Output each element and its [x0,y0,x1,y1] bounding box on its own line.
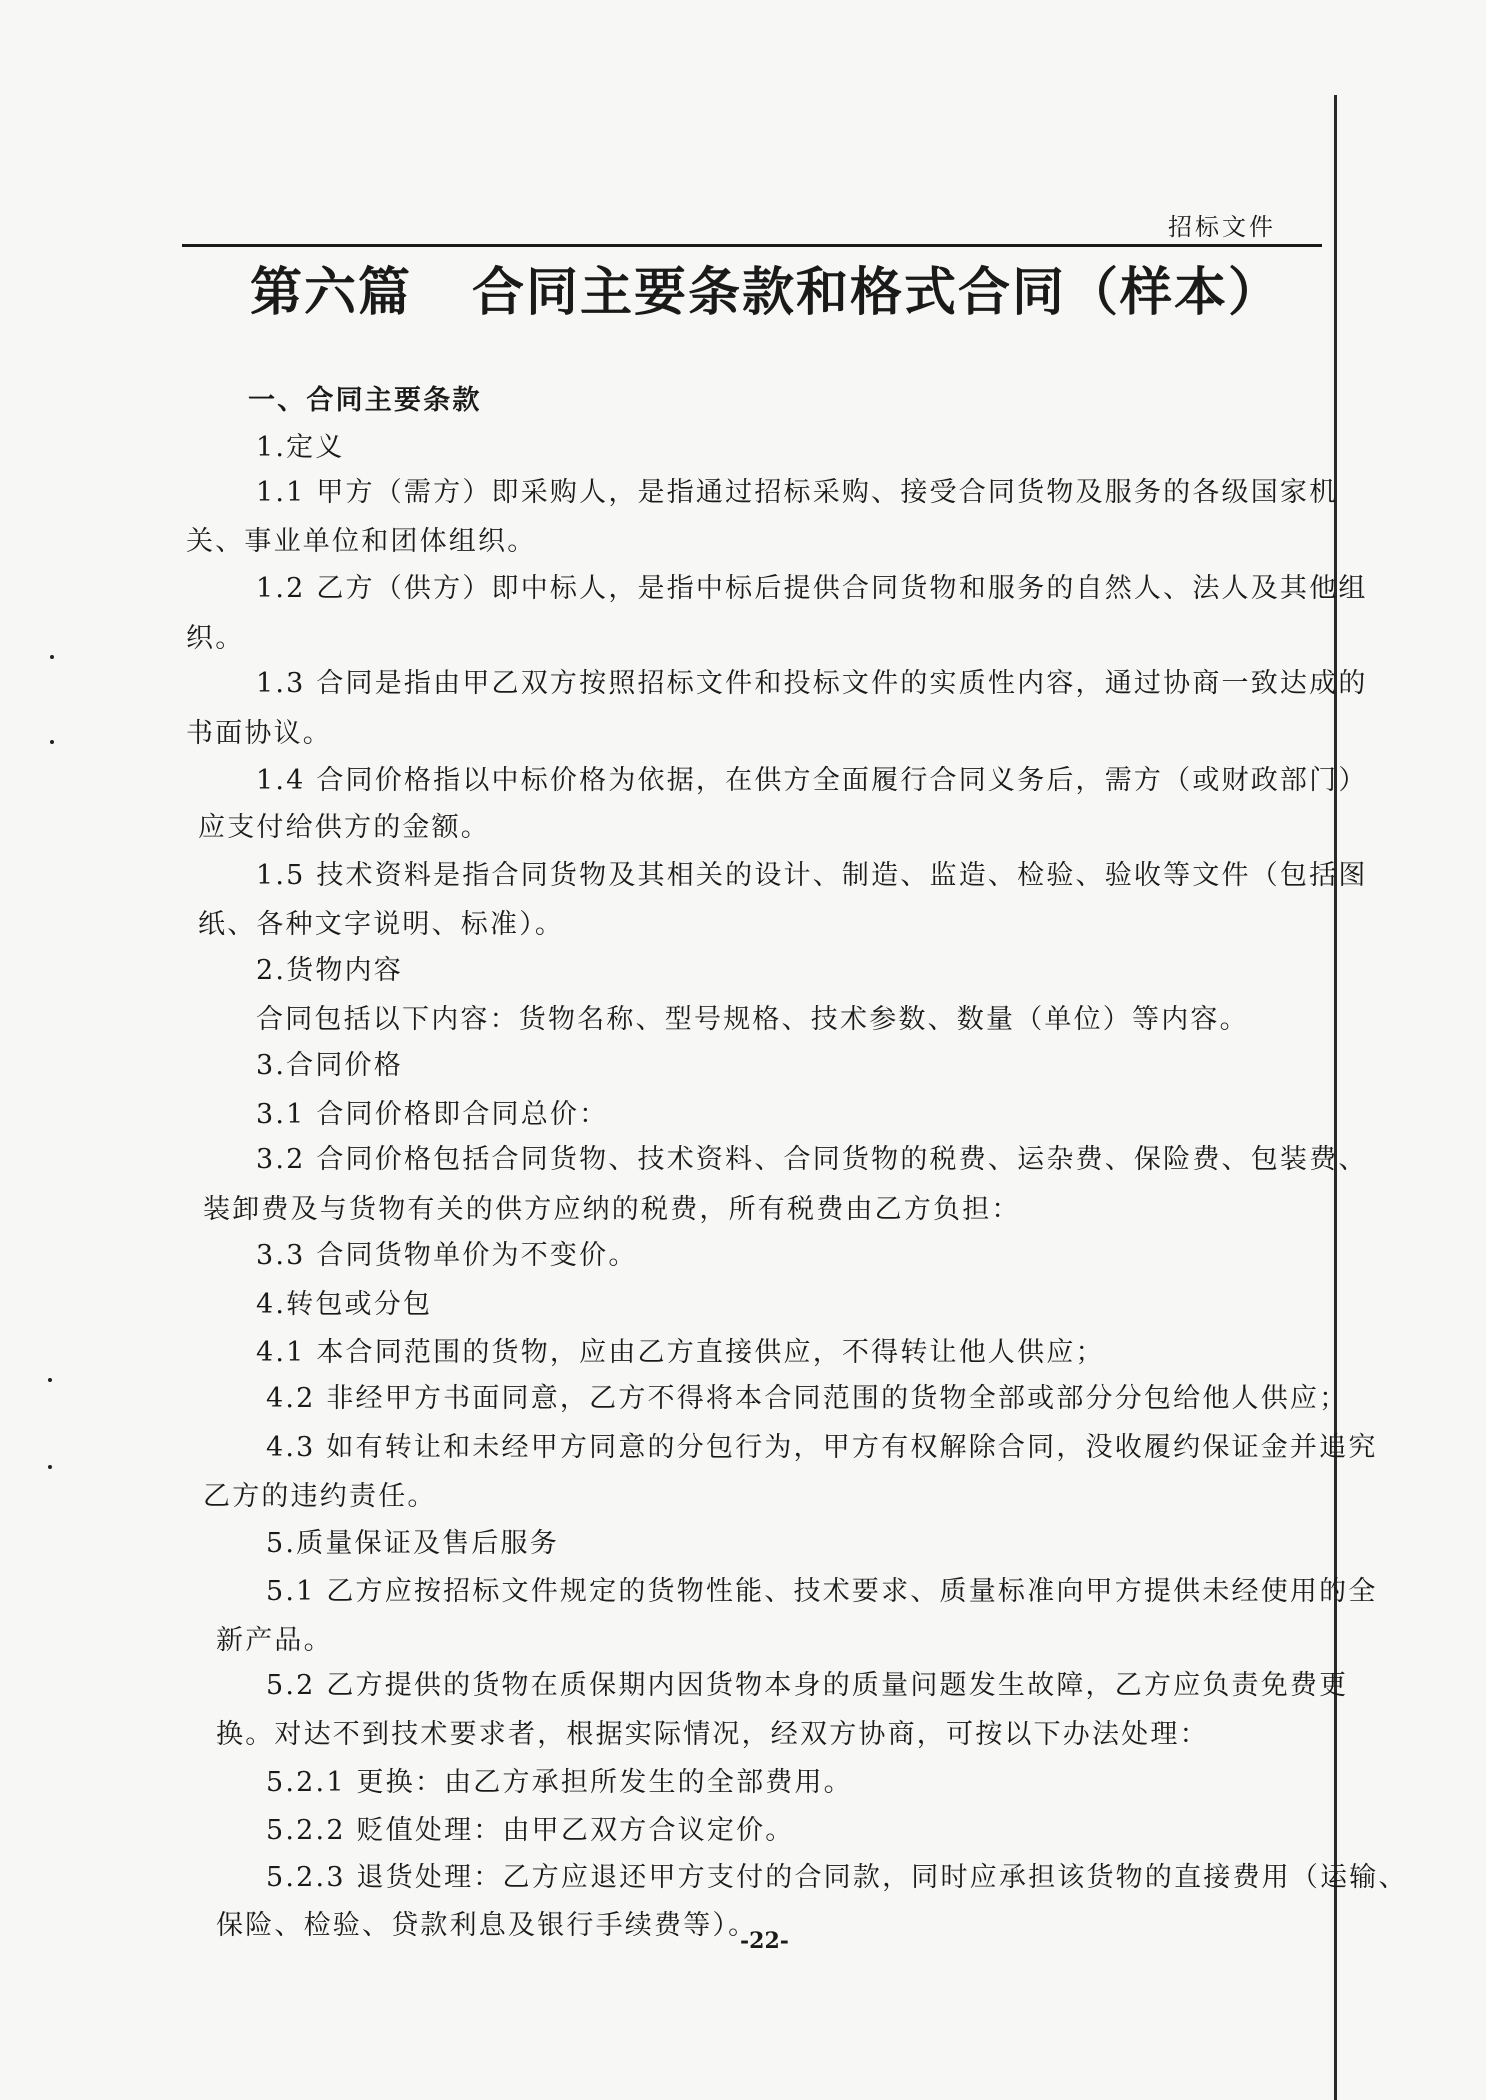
text-line: 应支付给供方的金额。 [198,812,490,843]
text-line: 1.5 技术资料是指合同货物及其相关的设计、制造、监造、检验、验收等文件（包括图 [256,860,1368,891]
text-line: 关、事业单位和团体组织。 [186,526,537,557]
text-line: 5.1 乙方应按招标文件规定的货物性能、技术要求、质量标准向甲方提供未经使用的全 [266,1576,1378,1607]
text-line: 5.质量保证及售后服务 [266,1528,559,1559]
text-line: 合同包括以下内容：货物名称、型号规格、技术参数、数量（单位）等内容。 [256,1004,1249,1035]
text-line: 1.2 乙方（供方）即中标人，是指中标后提供合同货物和服务的自然人、法人及其他组 [256,573,1368,604]
text-line: 5.2.3 退货处理：乙方应退还甲方支付的合同款，同时应承担该货物的直接费用（运输、 [266,1862,1408,1893]
scan-speck [48,1465,52,1469]
text-line: 4.3 如有转让和未经甲方同意的分包行为，甲方有权解除合同，没收履约保证金并追究 [266,1432,1378,1463]
header-label: 招标文件 [1168,213,1276,241]
text-line: 5.2.1 更换：由乙方承担所发生的全部费用。 [266,1767,853,1798]
text-line: 1.3 合同是指由甲乙双方按照招标文件和投标文件的实质性内容，通过协商一致达成的 [256,668,1368,699]
text-line: 1.定义 [256,432,345,463]
text-line: 1.1 甲方（需方）即采购人，是指通过招标采购、接受合同货物及服务的各级国家机 [256,477,1339,508]
text-line: 4.1 本合同范围的货物，应由乙方直接供应，不得转让他人供应； [256,1337,1105,1368]
text-line: 4.转包或分包 [256,1289,433,1320]
scan-speck [50,655,54,659]
text-line: 织。 [186,623,245,654]
section-heading: 一、合同主要条款 [248,385,482,416]
text-line: 乙方的违约责任。 [203,1481,437,1512]
text-line: 新产品。 [216,1625,333,1656]
text-line: 装卸费及与货物有关的供方应纳的税费，所有税费由乙方负担： [203,1194,1021,1225]
text-line: 纸、各种文字说明、标准）。 [198,909,565,940]
text-line: 5.2.2 贬值处理：由甲乙双方合议定价。 [266,1815,795,1846]
title-part: 第六篇 [250,263,413,323]
scan-speck [50,740,54,744]
text-line: 换。对达不到技术要求者，根据实际情况，经双方协商，可按以下办法处理： [216,1719,1209,1750]
text-line: 2.货物内容 [256,955,403,986]
text-line: 3.合同价格 [256,1050,403,1081]
text-line: 保险、检验、贷款利息及银行手续费等）。 [216,1910,758,1941]
text-line: 1.4 合同价格指以中标价格为依据，在供方全面履行合同义务后，需方（或财政部门） [256,765,1368,796]
page-number: -22- [740,1928,789,1954]
text-line: 3.3 合同货物单价为不变价。 [256,1240,638,1271]
text-line: 4.2 非经甲方书面同意，乙方不得将本合同范围的货物全部或部分分包给他人供应； [266,1383,1349,1414]
text-line: 5.2 乙方提供的货物在质保期内因货物本身的质量问题发生故障，乙方应负责免费更 [266,1670,1349,1701]
text-line: 书面协议。 [186,718,332,749]
text-line: 3.1 合同价格即合同总价： [256,1099,609,1130]
text-line: 3.2 合同价格包括合同货物、技术资料、合同货物的税费、运杂费、保险费、包装费、 [256,1144,1368,1175]
title-name: 合同主要条款和格式合同（样本） [472,263,1283,323]
scan-speck [48,1378,52,1382]
